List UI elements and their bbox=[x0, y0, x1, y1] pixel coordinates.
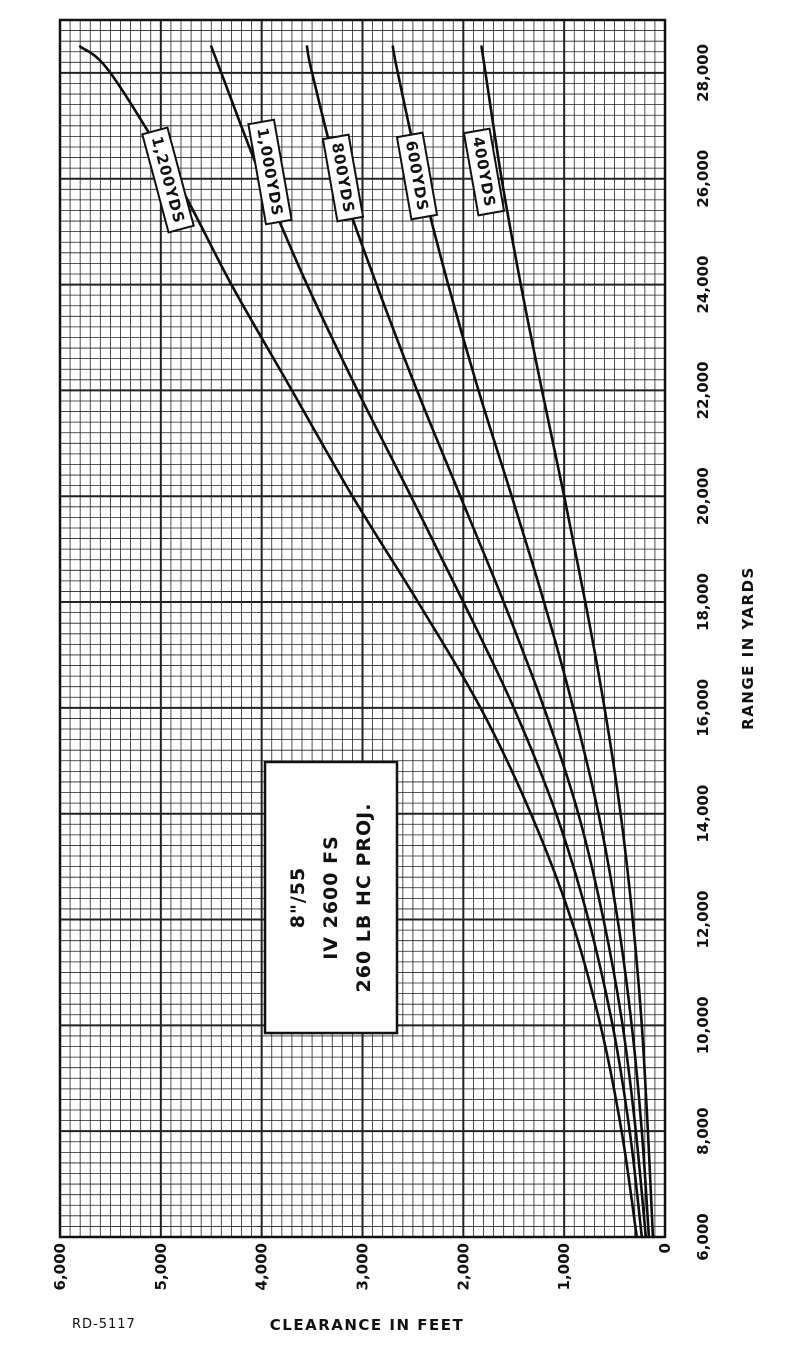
curve-label-5 bbox=[464, 129, 504, 216]
x-tick-labels bbox=[694, 44, 712, 1261]
x-tick-label: 6,000 bbox=[694, 1213, 712, 1261]
curve-4 bbox=[393, 47, 649, 1238]
y-tick-label: 4,000 bbox=[252, 1243, 271, 1291]
spec-line-3: 260 LB HC PROJ. bbox=[353, 802, 375, 993]
spec-line-2: IV 2600 FS bbox=[320, 835, 342, 960]
x-tick-label: 14,000 bbox=[694, 784, 712, 843]
curve-label-3 bbox=[323, 135, 363, 222]
curve-label-1 bbox=[142, 128, 193, 233]
y-tick-label: 0 bbox=[656, 1243, 674, 1254]
x-tick-label: 22,000 bbox=[694, 361, 712, 420]
x-tick-label: 10,000 bbox=[694, 996, 712, 1055]
curve-label-2 bbox=[248, 120, 291, 225]
x-tick-label: 8,000 bbox=[694, 1107, 712, 1155]
grid bbox=[60, 20, 665, 1237]
curve-3 bbox=[307, 47, 646, 1238]
y-tick-label: 6,000 bbox=[51, 1243, 69, 1291]
y-tick-label: 1,000 bbox=[555, 1243, 574, 1291]
document-id: RD-5117 bbox=[72, 1317, 136, 1332]
y-axis-title: CLEARANCE IN FEET bbox=[269, 1316, 465, 1334]
y-tick-label: 5,000 bbox=[151, 1243, 170, 1291]
x-tick-label: 24,000 bbox=[694, 255, 712, 314]
x-tick-label: 28,000 bbox=[694, 43, 712, 102]
y-tick-labels bbox=[51, 1243, 674, 1290]
y-tick-label: 3,000 bbox=[353, 1243, 372, 1291]
spec-line-1: 8"/55 bbox=[287, 866, 309, 929]
curve-1 bbox=[80, 47, 637, 1238]
y-tick-label: 2,000 bbox=[454, 1243, 473, 1291]
x-axis-title: RANGE IN YARDS bbox=[739, 566, 757, 730]
curve-2 bbox=[211, 47, 642, 1238]
curve-label-text: 800YDS bbox=[327, 141, 359, 215]
x-tick-label: 18,000 bbox=[694, 573, 712, 631]
curve-label-text: 400YDS bbox=[468, 135, 500, 209]
x-tick-label: 20,000 bbox=[694, 467, 712, 526]
curve-label-text: 600YDS bbox=[401, 139, 433, 213]
x-tick-label: 16,000 bbox=[694, 678, 712, 737]
x-tick-label: 26,000 bbox=[694, 149, 712, 208]
curve-label-text: 1,000YDS bbox=[253, 126, 287, 218]
x-tick-label: 12,000 bbox=[694, 890, 712, 949]
projectile-spec-box bbox=[265, 762, 397, 1033]
curve-label-text: 1,200YDS bbox=[147, 134, 189, 226]
